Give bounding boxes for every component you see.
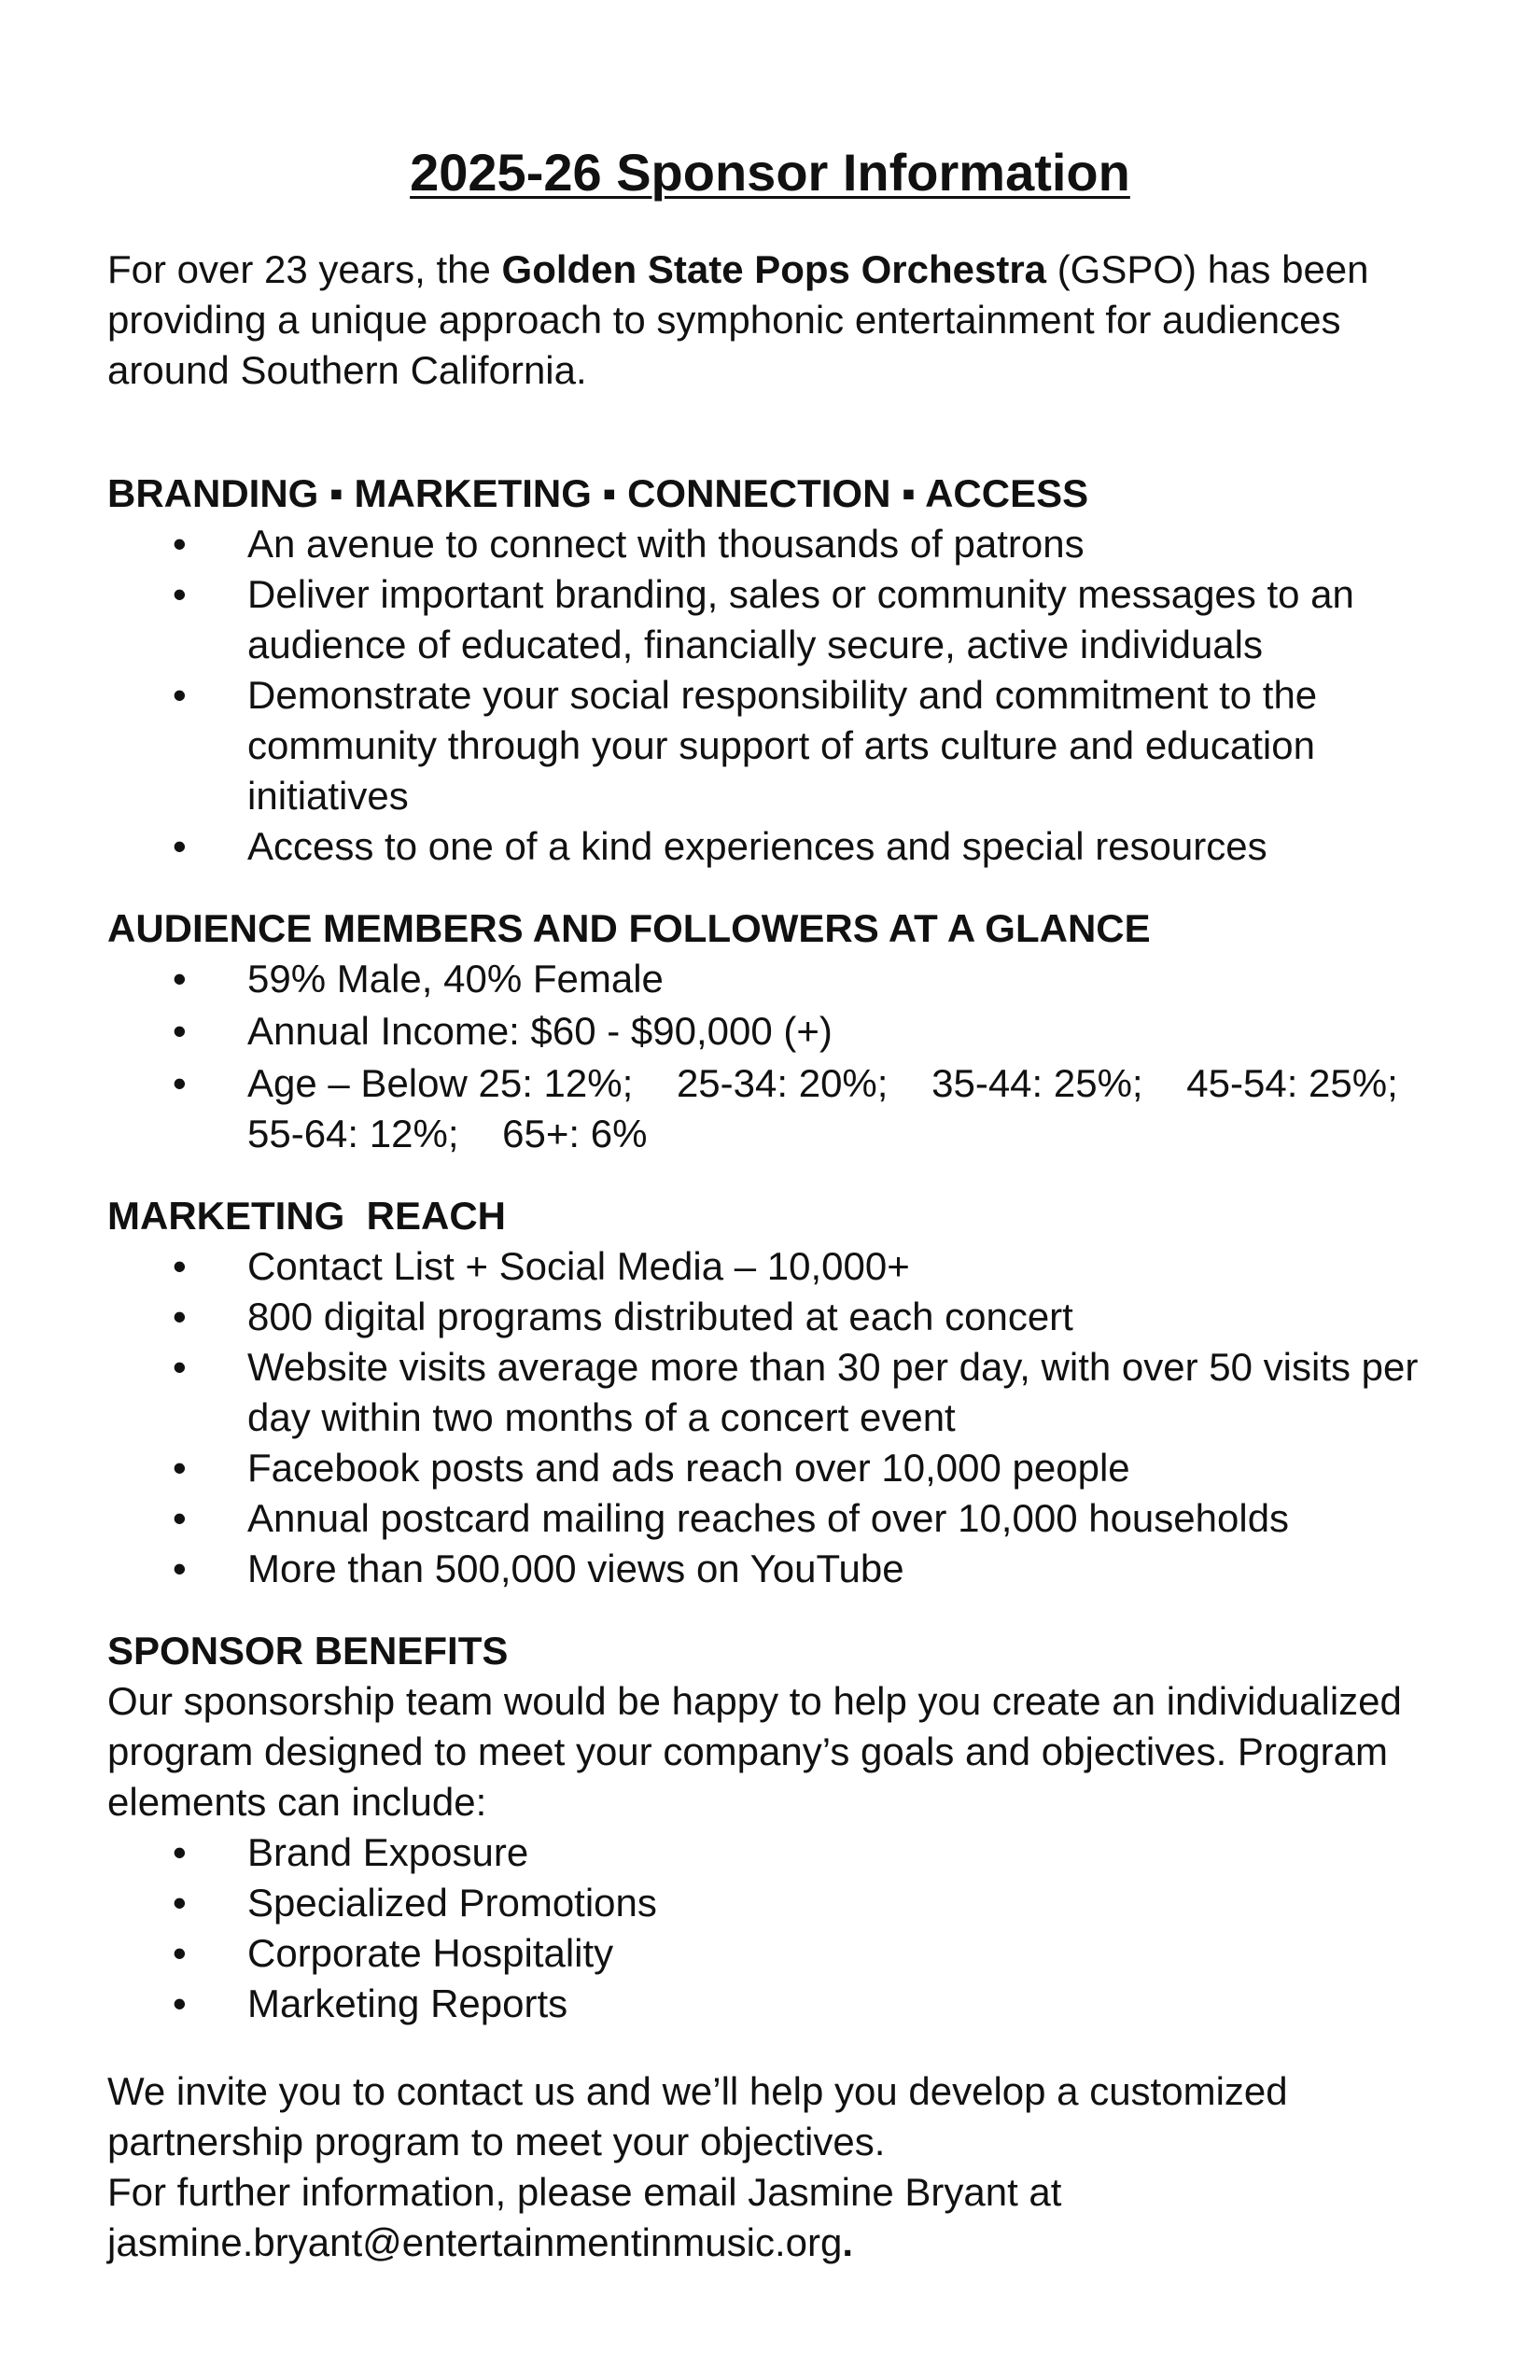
intro-text-after: (GSPO) has been providing a unique approach to symphonic entertainment for audiences around Southern California. — [107, 247, 1369, 392]
branding-list — [107, 519, 1433, 872]
closing-contact: For further information, please email Jasmine Bryant at — [107, 2170, 1062, 2214]
list-item: • Age – Below 25: 12%; 25-34: 20%; 35-44: 25%; 45-54: 25%; 55-64: 12%; 65+: 6% — [107, 1058, 1433, 1159]
list-item: • Annual postcard mailing reaches of over 10,000 households — [107, 1493, 1433, 1544]
list-item: • Deliver important branding, sales or community messages to an audience of educated, financially secure, active individuals — [107, 569, 1433, 670]
sponsor-info-page — [107, 140, 1442, 2268]
list-item: • Facebook posts and ads reach over 10,000 people — [107, 1443, 1433, 1493]
closing-period: . — [842, 2220, 853, 2264]
closing-email-line — [107, 2218, 1433, 2268]
list-item: • Corporate Hospitality — [107, 1928, 1433, 1979]
closing-invite: We invite you to contact us and we’ll help you develop a customized partnership program to meet your objectives. — [107, 2069, 1288, 2163]
list-item: • Marketing Reports — [107, 1979, 1433, 2029]
audience-list — [107, 954, 1442, 1159]
page-title: 2025-26 Sponsor Information — [410, 143, 1130, 202]
list-item: • Access to one of a kind experiences and special resources — [107, 821, 1433, 872]
list-item: • Contact List + Social Media – 10,000+ — [107, 1241, 1433, 1292]
list-item: • Annual Income: $60 - $90,000 (+) — [107, 1006, 1433, 1057]
orchestra-name: Golden State Pops Orchestra — [501, 247, 1047, 291]
list-item: • Brand Exposure — [107, 1827, 1433, 1878]
benefits-list — [107, 1827, 1433, 2029]
intro-text-before: For over 23 years, the — [107, 247, 502, 291]
list-item: • Specialized Promotions — [107, 1878, 1433, 1928]
list-item: • 800 digital programs distributed at each concert — [107, 1292, 1433, 1342]
list-item: • An avenue to connect with thousands of patrons — [107, 519, 1433, 569]
benefits-text: Our sponsorship team would be happy to help you create an individualized program designed to meet your company’s goals and objectives. Program elements can include: — [107, 1679, 1402, 1824]
contact-email-link[interactable]: jasmine.bryant@entertainmentinmusic.org — [107, 2220, 843, 2264]
list-item: • Website visits average more than 30 per day, with over 50 visits per day within two months of a concert event — [107, 1342, 1433, 1443]
intro-paragraph — [107, 245, 1433, 396]
list-item: • More than 500,000 views on YouTube — [107, 1544, 1433, 1594]
audience-heading: AUDIENCE MEMBERS AND FOLLOWERS AT A GLANCE — [107, 906, 1151, 950]
reach-list — [107, 1241, 1433, 1594]
branding-heading: BRANDING ▪ MARKETING ▪ CONNECTION ▪ ACCESS — [107, 471, 1089, 515]
reach-heading: MARKETING REACH — [107, 1194, 506, 1238]
list-item: • Demonstrate your social responsibility and commitment to the community through your support of arts culture and education initiatives — [107, 670, 1433, 821]
benefits-heading: SPONSOR BENEFITS — [107, 1629, 509, 1673]
list-item: • 59% Male, 40% Female — [107, 954, 1433, 1004]
